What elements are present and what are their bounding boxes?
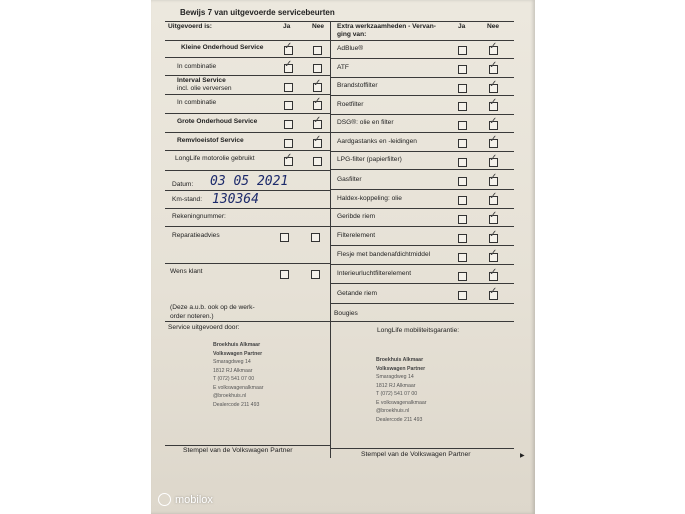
check-mark-icon: ✓ [284,152,293,163]
extra-item: Filterelement [337,232,376,239]
checkbox-interval-yes[interactable] [284,83,293,92]
note-text: (Deze a.u.b. ook op de werk- order noteren.) [170,304,255,320]
row-sublabel-interval: incl. olie verversen [177,85,232,92]
service-by-label: Service uitgevoerd door: [168,324,240,331]
check-mark-icon: ✓ [313,96,322,107]
header-bottom-line [165,40,514,41]
footer-stamp-label-left: Stempel van de Volkswagen Partner [183,447,293,454]
check-mark-icon: ✓ [489,153,498,164]
footer-line-right [330,448,514,449]
checkbox-extra-yes[interactable] [458,139,467,148]
check-mark-icon: ✓ [489,172,498,183]
customer-wish-label: Wens klant [170,268,203,275]
left-header: Uitgevoerd is: [168,23,212,30]
stamp-line: @broekhuis.nl [213,393,247,399]
checkbox-extra-yes[interactable] [458,84,467,93]
check-mark-icon: ✓ [489,229,498,240]
extra-item: Haldex-koppeling: olie [337,195,402,202]
checkbox-extra-no[interactable] [489,210,498,224]
row-line [330,303,514,304]
checkbox-rem-no[interactable] [313,134,322,148]
row-line [330,132,514,133]
checkbox-extra-no[interactable] [489,191,498,205]
stamp-line: Dealercode 211 493 [376,416,423,423]
checkbox-extra-no[interactable] [489,134,498,148]
extra-item: Interieurluchtfilterelement [337,270,412,277]
check-mark-icon: ✓ [313,134,322,145]
row-line [330,95,514,96]
row-line [330,58,514,59]
repair-advice-label: Reparatieadvies [172,232,220,239]
row-line [165,113,330,114]
checkbox-extra-yes[interactable] [458,121,467,130]
checkbox-extra-yes[interactable] [458,253,467,262]
bottom-section-top-line [165,321,514,322]
row-line [330,283,514,284]
row-label-combi-2: In combinatie [177,99,217,106]
mobilox-logo-icon [158,493,171,506]
checkbox-rem-yes[interactable] [284,139,293,148]
row-line [165,150,330,151]
checkbox-extra-no[interactable] [489,267,498,281]
check-mark-icon: ✓ [489,248,498,259]
row-line [165,94,330,95]
check-mark-icon: ✓ [489,97,498,108]
checkbox-combi2-yes[interactable] [284,101,293,110]
row-label-interval: Interval Service [177,77,226,84]
extra-item: Geribde riem [337,213,376,220]
page-title: Bewijs 7 van uitgevoerde servicebeurten [180,8,335,17]
row-line [165,57,330,58]
checkbox-wish-no[interactable] [311,270,320,279]
check-mark-icon: ✓ [489,134,498,145]
row-line [165,190,330,191]
check-mark-icon: ✓ [489,60,498,71]
row-line [330,264,514,265]
background-right [535,0,685,514]
stamp-line: Smaragdweg 14 [213,359,251,365]
checkbox-extra-no[interactable] [489,172,498,186]
checkbox-repair-yes[interactable] [280,233,289,242]
row-line [165,226,330,227]
extra-item: Gasfilter [337,176,362,183]
row-label-kleine: Kleine Onderhoud Service [181,44,264,51]
check-mark-icon: ✓ [489,79,498,90]
checkbox-extra-yes[interactable] [458,196,467,205]
stamp-line: Broekhuis Alkmaar [376,357,424,363]
row-label-longlife: LongLife motorolie gebruikt [175,155,255,162]
check-mark-icon: ✓ [489,116,498,127]
background-left [0,0,151,514]
footer-line-left [165,445,330,446]
checkbox-extra-yes[interactable] [458,291,467,300]
next-page-arrow-icon: ▶ [520,453,525,459]
checkbox-longlife-yes[interactable] [284,152,293,166]
footer-stamp-label-right: Stempel van de Volkswagen Partner [361,451,471,458]
watermark [158,493,213,506]
checkbox-extra-no[interactable] [489,153,498,167]
left-col-yes: Ja [283,23,291,30]
checkbox-combi2-no[interactable] [313,96,322,110]
right-col-no: Nee [487,23,500,30]
dealer-stamp-left [213,341,263,409]
stamp-line: Dealercode 211 493 [213,401,260,408]
stamp-line: Smaragdweg 14 [376,374,414,380]
extra-item: Getande riem [337,290,377,297]
watermark-text: mobilox [175,493,213,506]
stamp-line: Volkswagen Partner [213,350,263,357]
order-number-label: Rekeningnummer: [172,213,226,220]
row-line [330,208,514,209]
row-line [165,170,330,171]
check-mark-icon: ✓ [313,78,322,89]
row-line [330,226,514,227]
row-line [330,77,514,78]
check-mark-icon: ✓ [489,41,498,52]
stamp-line: 1812 RJ Alkmaar [213,367,253,374]
check-mark-icon: ✓ [313,115,322,126]
checkbox-longlife-no[interactable] [313,157,322,166]
checkbox-extra-no[interactable] [489,60,498,74]
checkbox-extra-yes[interactable] [458,234,467,243]
checkbox-kleine-no[interactable] [313,46,322,55]
extra-item: AdBlue® [337,45,364,52]
mobility-guarantee-label: LongLife mobiliteitsgarantie: [377,327,460,334]
checkbox-extra-yes[interactable] [458,46,467,55]
stamp-line: Volkswagen Partner [376,365,426,372]
extra-item: ATF [337,64,349,71]
row-line [330,169,514,170]
checkbox-extra-no[interactable] [489,97,498,111]
check-mark-icon: ✓ [284,59,293,70]
km-label: Km-stand: [172,196,203,203]
checkbox-extra-yes[interactable] [458,65,467,74]
checkbox-wish-yes[interactable] [280,270,289,279]
row-line [165,132,330,133]
check-mark-icon: ✓ [489,286,498,297]
row-line [330,189,514,190]
right-header-line2: ging van: [337,31,367,38]
checkbox-kleine-yes[interactable] [284,41,293,55]
checkbox-repair-no[interactable] [311,233,320,242]
row-label-combi-1: In combinatie [177,63,217,70]
checkbox-extra-no[interactable] [489,116,498,130]
check-mark-icon: ✓ [284,41,293,52]
dealer-stamp-right [376,356,426,424]
checkbox-extra-no[interactable] [489,248,498,262]
checkbox-grote-no[interactable] [313,115,322,129]
stamp-line: @broekhuis.nl [376,408,410,414]
stamp-line: T (072) 541 07 00 [376,391,418,397]
right-col-yes: Ja [458,23,466,30]
row-line [330,114,514,115]
row-line [330,151,514,152]
row-line [165,263,330,264]
stamp-line: Broekhuis Alkmaar [213,342,261,348]
km-value[interactable]: 130364 [212,192,259,207]
row-line [165,208,330,209]
check-mark-icon: ✓ [489,191,498,202]
extra-item: Flesje met bandenafdichtmiddel [337,251,431,258]
checkbox-extra-no[interactable] [489,79,498,93]
extra-item: Bougies [334,310,358,317]
extra-item: Brandstoffilter [337,82,378,89]
stamp-line: T (072) 541 07 00 [213,376,255,382]
row-label-remvloeistof: Remvloeistof Service [177,137,244,144]
checkbox-extra-no[interactable] [489,286,498,300]
row-label-grote: Grote Onderhoud Service [177,118,258,125]
checkbox-extra-yes[interactable] [458,102,467,111]
extra-item: LPG-filter (papierfilter) [337,156,402,163]
checkbox-extra-yes[interactable] [458,272,467,281]
checkbox-extra-no[interactable] [489,229,498,243]
checkbox-interval-no[interactable] [313,78,322,92]
checkbox-extra-yes[interactable] [458,177,467,186]
table-top-line [165,21,514,22]
extra-item: DSG®: olie en filter [337,119,394,126]
checkbox-combi1-yes[interactable] [284,59,293,73]
row-line [330,245,514,246]
checkbox-grote-yes[interactable] [284,120,293,129]
check-mark-icon: ✓ [489,267,498,278]
right-header-line1: Extra werkzaamheden - Vervan- [337,23,436,30]
stamp-line: E volkswagenalkmaar [213,384,264,391]
stamp-line: 1812 RJ Alkmaar [376,382,416,389]
checkbox-extra-no[interactable] [489,41,498,55]
stamp-line: E volkswagenalkmaar [376,399,427,406]
checkbox-extra-yes[interactable] [458,158,467,167]
center-divider [330,21,331,458]
extra-item: Roetfilter [337,101,364,108]
row-line [165,75,330,76]
date-value[interactable]: 03 05 2021 [210,174,289,189]
checkbox-combi1-no[interactable] [313,64,322,73]
extra-item: Aardgastanks en -leidingen [337,138,417,145]
checkbox-extra-yes[interactable] [458,215,467,224]
date-label: Datum: [172,181,194,188]
check-mark-icon: ✓ [489,210,498,221]
left-col-no: Nee [312,23,325,30]
